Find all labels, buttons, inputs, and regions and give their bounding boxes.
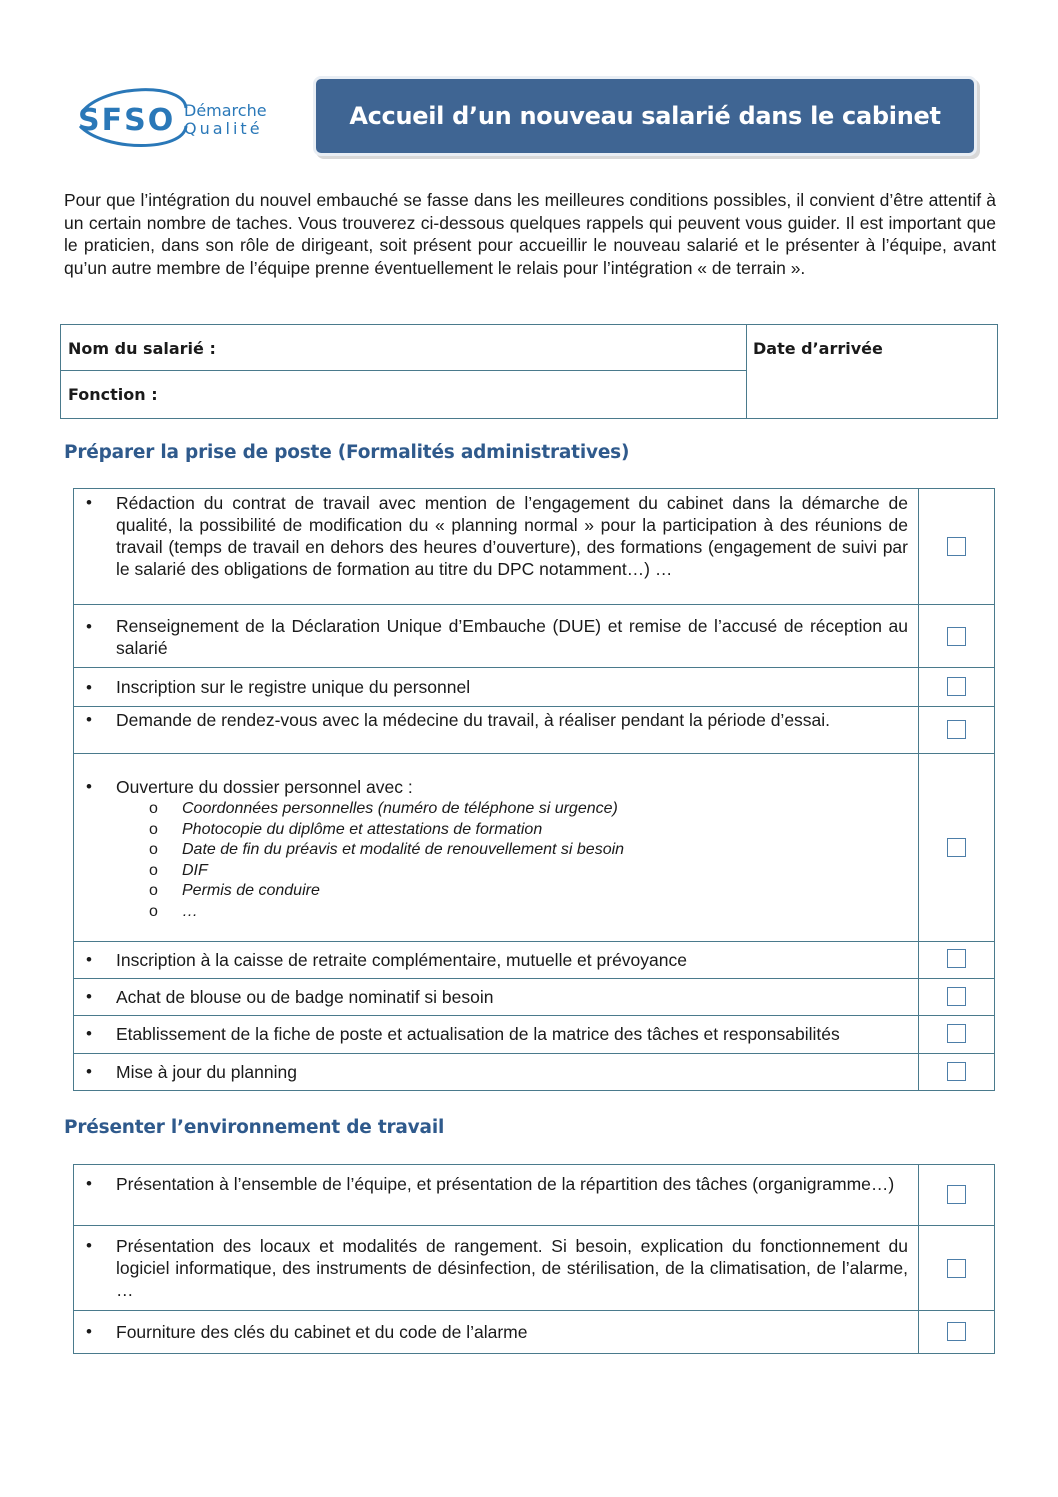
checkbox[interactable]: [947, 1322, 966, 1341]
bullet-glyph: •: [86, 987, 92, 1006]
checklist-item-text: Renseignement de la Déclaration Unique d’Embauche (DUE) et remise de l’accusé de réception au salarié: [116, 616, 908, 658]
intro-paragraph: Pour que l’intégration du nouvel embauché se fasse dans les meilleures conditions possibles, il convient d’être attentif à un certain nombre de taches. Vous trouverez ci-dessous quelques rappels qui peuvent vous guider. Il est important que le praticien, dans son rôle de dirigeant, soit présent pour accueillir le nouveau salarié et le présenter à l’équipe, avant qu’un autre membre de l’équipe prenne éventuellement le relais pour l’intégration « de terrain ».: [64, 190, 996, 278]
admin-checklist: [73, 488, 995, 1091]
section-title-admin: Préparer la prise de poste (Formalités administratives): [64, 442, 630, 463]
checkbox[interactable]: [947, 537, 966, 556]
checkbox[interactable]: [947, 838, 966, 857]
checkbox[interactable]: [947, 1259, 966, 1278]
checkbox[interactable]: [947, 677, 966, 696]
sublist-item: o Photocopie du diplôme et attestations de formation: [149, 820, 543, 838]
checkbox[interactable]: [947, 987, 966, 1006]
bullet-glyph: •: [86, 1236, 92, 1255]
dossier-sublist: [149, 799, 624, 922]
bullet-glyph: •: [86, 710, 92, 729]
bullet-glyph: •: [86, 1322, 92, 1341]
checklist-item-text: Etablissement de la fiche de poste et actualisation de la matrice des tâches et responsabilités: [116, 1024, 840, 1044]
sublist-item: o Date de fin du préavis et modalité de renouvellement si besoin: [149, 841, 625, 858]
checklist-row: [74, 706, 994, 753]
checklist-row: [74, 667, 994, 706]
checkbox[interactable]: [947, 627, 966, 646]
logo-line2: Qualité: [184, 119, 263, 138]
checklist-item-text: Inscription à la caisse de retraite complémentaire, mutuelle et prévoyance: [116, 950, 687, 970]
checklist-item-text: Mise à jour du planning: [116, 1062, 297, 1082]
checkbox[interactable]: [947, 1024, 966, 1043]
page-title: Accueil d’un nouveau salarié dans le cabinet: [313, 76, 977, 156]
employee-info-table: [60, 324, 998, 419]
checkbox[interactable]: [947, 720, 966, 739]
checklist-row: [74, 1015, 994, 1053]
sublist-item: o …: [149, 902, 198, 920]
checklist-row: [74, 489, 994, 604]
logo-main-text: SFSO: [78, 103, 176, 138]
bullet-glyph: •: [86, 617, 92, 636]
arrival-date-label: Date d’arrivée: [753, 339, 883, 358]
bullet-glyph: •: [86, 678, 92, 697]
environment-checklist: [73, 1164, 995, 1354]
checklist-row: [74, 1225, 994, 1310]
checkbox[interactable]: [947, 949, 966, 968]
section-title-environment: Présenter l’environnement de travail: [64, 1117, 445, 1138]
checkbox[interactable]: [947, 1185, 966, 1204]
logo-line1: Démarche: [184, 101, 267, 120]
function-label: Fonction :: [68, 385, 158, 404]
checklist-row: [74, 604, 994, 667]
sublist-item: o Permis de conduire: [149, 882, 320, 899]
bullet-glyph: •: [86, 950, 92, 969]
bullet-glyph: •: [86, 777, 92, 796]
sublist-item: o DIF: [149, 861, 208, 879]
checklist-item-text: Présentation à l’ensemble de l’équipe, et présentation de la répartition des tâches (organigramme…): [116, 1174, 895, 1194]
checklist-row: [74, 978, 994, 1015]
employee-name-label: Nom du salarié :: [68, 339, 216, 358]
checklist-item-text: Fourniture des clés du cabinet et du code de l’alarme: [116, 1322, 528, 1342]
checklist-item-text: Inscription sur le registre unique du personnel: [116, 677, 471, 697]
bullet-glyph: •: [86, 493, 92, 512]
bullet-glyph: •: [86, 1024, 92, 1043]
checklist-row: [74, 1310, 994, 1353]
checklist-item-text: Ouverture du dossier personnel avec :: [116, 777, 413, 797]
checklist-item-text: Rédaction du contrat de travail avec mention de l’engagement du cabinet dans la démarche de qualité, la possibilité de modification du « planning normal » pour la participation à des réunions de travail (temps de travail en dehors des heures d’ouverture), des formations (engagement de suivi par le salarié des obligations de formation au titre du DPC notamment…) …: [116, 493, 908, 579]
bullet-glyph: •: [86, 1174, 92, 1193]
checklist-item-text: Présentation des locaux et modalités de rangement. Si besoin, explication du fonctionnement du logiciel informatique, des instruments de désinfection, de stérilisation, de la climatisation, de l’alarme, …: [116, 1236, 908, 1300]
checkbox[interactable]: [947, 1062, 966, 1081]
checklist-row: [74, 753, 994, 941]
checklist-item-text: Achat de blouse ou de badge nominatif si besoin: [116, 987, 494, 1007]
checklist-row: [74, 941, 994, 978]
checklist-item-text: Demande de rendez-vous avec la médecine du travail, à réaliser pendant la période d’essai.: [116, 710, 831, 730]
bullet-glyph: •: [86, 1062, 92, 1081]
sfso-logo: [74, 82, 284, 152]
sublist-item: o Coordonnées personnelles (numéro de téléphone si urgence): [149, 800, 618, 817]
checklist-row: [74, 1165, 994, 1225]
checklist-row: [74, 1053, 994, 1090]
